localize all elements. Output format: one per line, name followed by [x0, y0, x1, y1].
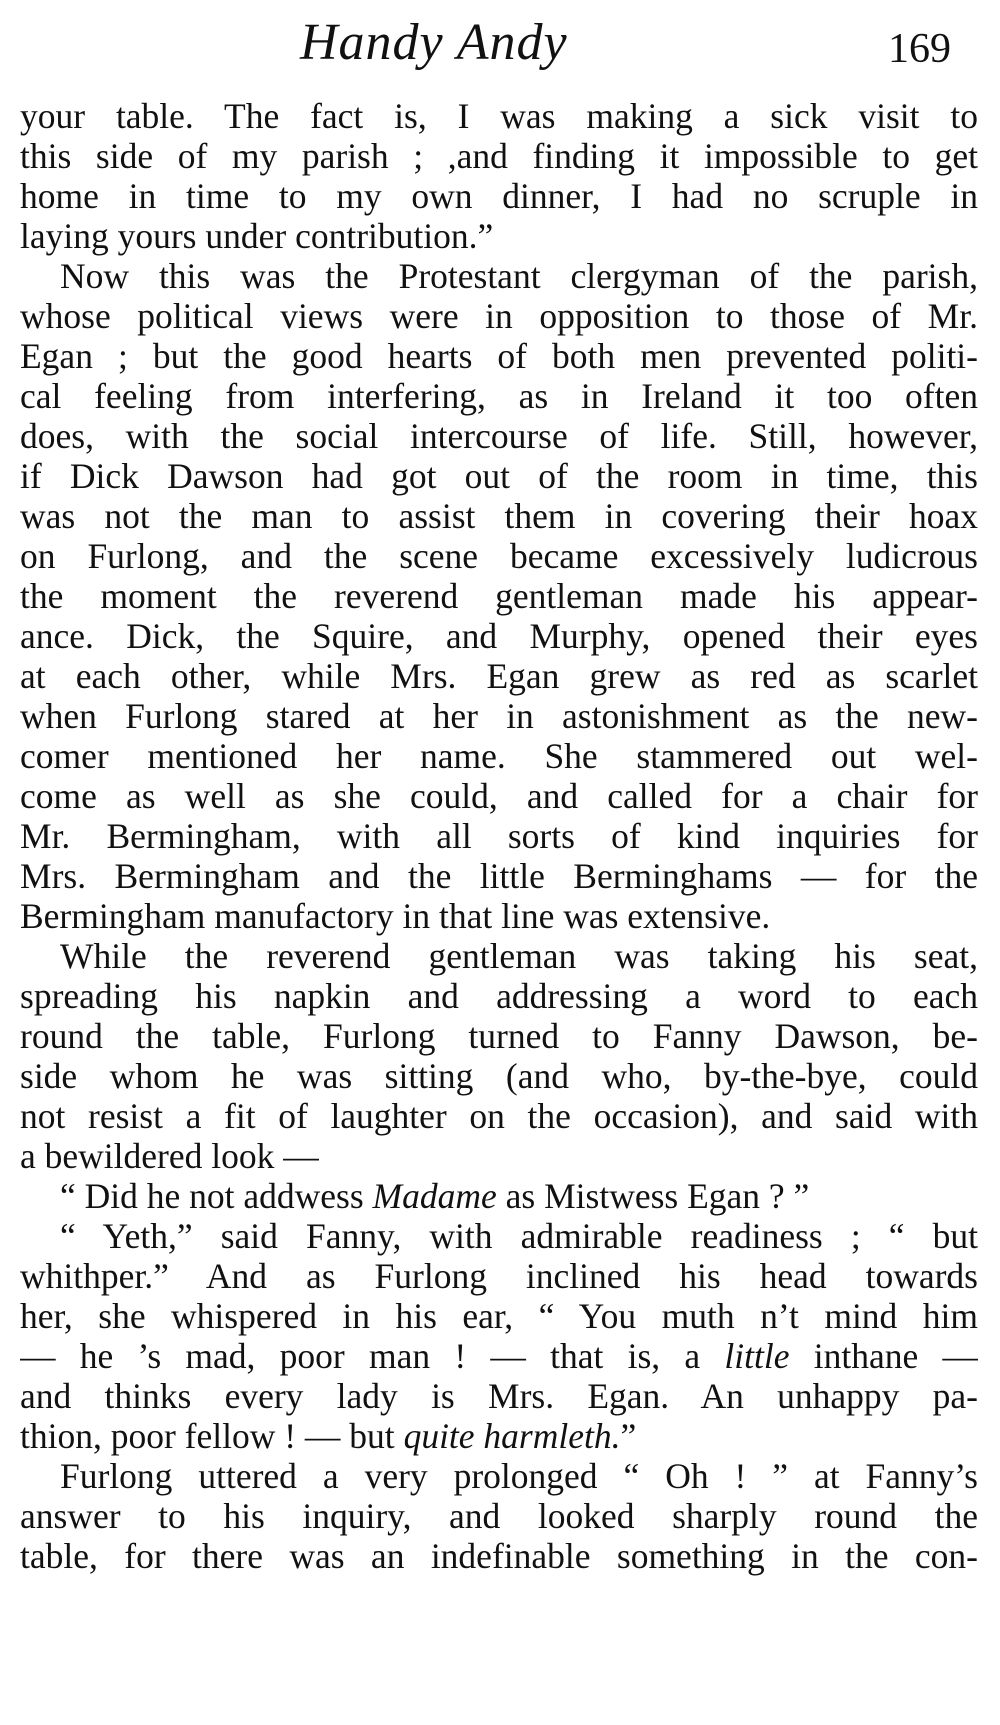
text-line [20, 816, 978, 856]
text-line [20, 776, 978, 816]
text-line [20, 1176, 978, 1216]
text-run: was not the man to assist them in covering their hoax [20, 496, 978, 536]
text-run: Bermingham manufactory in that line was extensive. [20, 896, 771, 936]
text-run: not resist a fit of laughter on the occasion), and said with [20, 1096, 978, 1136]
text-line [20, 1016, 978, 1056]
text-run: your table. The fact is, I was making a sick visit to [20, 96, 978, 136]
text-run: whithper.” And as Furlong inclined his head towards [20, 1256, 978, 1296]
text-line [20, 1056, 978, 1096]
text-run: cal feeling from interfering, as in Ireland it too often [20, 376, 978, 416]
text-line [20, 576, 978, 616]
text-line [20, 536, 978, 576]
text-run: does, with the social intercourse of life. Still, however, [20, 416, 978, 456]
text-run: the moment the reverend gentleman made his appear- [20, 576, 978, 616]
text-line [20, 1096, 978, 1136]
text-line [20, 976, 978, 1016]
text-line [20, 336, 978, 376]
text-run: whose political views were in opposition to those of Mr. [20, 296, 978, 336]
text-run: While the reverend gentleman was taking his seat, [60, 936, 978, 976]
text-line [20, 96, 978, 136]
text-run: Egan ; but the good hearts of both men prevented politi- [20, 336, 978, 376]
page-header [0, 8, 1000, 78]
text-run: spreading his napkin and addressing a word to each [20, 976, 978, 1016]
text-line [20, 376, 978, 416]
text-run: inthane — [789, 1336, 978, 1376]
text-line [20, 1416, 978, 1456]
text-line [20, 296, 978, 336]
text-line [20, 1336, 978, 1376]
text-line [20, 1536, 978, 1576]
text-run: Mrs. Bermingham and the little Berminghams — for the [20, 856, 978, 896]
text-line [20, 616, 978, 656]
text-run: side whom he was sitting (and who, by-the-bye, could [20, 1056, 978, 1096]
text-run: a bewildered look — [20, 1136, 319, 1176]
text-run: Mr. Bermingham, with all sorts of kind inquiries for [20, 816, 978, 856]
text-run: if Dick Dawson had got out of the room in time, this [20, 456, 978, 496]
text-run: comer mentioned her name. She stammered out wel- [20, 736, 978, 776]
text-line [20, 456, 978, 496]
text-run: come as well as she could, and called for a chair for [20, 776, 978, 816]
italic-text: quite harmleth. [403, 1416, 621, 1456]
text-run: as Mistwess Egan ? ” [496, 1176, 810, 1216]
text-run: this side of my parish ; ,and finding it impossible to get [20, 136, 978, 176]
text-run: home in time to my own dinner, I had no scruple in [20, 176, 978, 216]
text-line [20, 856, 978, 896]
text-run: “ Yeth,” said Fanny, with admirable readiness ; “ but [60, 1216, 978, 1256]
italic-text: little [724, 1336, 790, 1376]
text-run: her, she whispered in his ear, “ You muth n’t mind him [20, 1296, 978, 1336]
text-run: at each other, while Mrs. Egan grew as red as scarlet [20, 656, 978, 696]
text-line [20, 176, 978, 216]
text-line [20, 1376, 978, 1416]
text-run: “ Did he not addwess [60, 1176, 373, 1216]
body-text [20, 96, 978, 1576]
text-run: Furlong uttered a very prolonged “ Oh ! ” at Fanny’s [60, 1456, 978, 1496]
text-run: Now this was the Protestant clergyman of the parish, [60, 256, 978, 296]
page-number: 169 [888, 26, 951, 72]
text-run: thion, poor fellow ! — but [20, 1416, 404, 1456]
text-run: laying yours under contribution.” [20, 216, 494, 256]
text-run: round the table, Furlong turned to Fanny Dawson, be- [20, 1016, 978, 1056]
text-line [20, 656, 978, 696]
text-line [20, 216, 978, 256]
text-line [20, 896, 978, 936]
text-run: when Furlong stared at her in astonishment as the new- [20, 696, 978, 736]
text-run: — he ’s mad, poor man ! — that is, a [20, 1336, 725, 1376]
text-run: on Furlong, and the scene became excessively ludicrous [20, 536, 978, 576]
text-line [20, 936, 978, 976]
text-line [20, 1296, 978, 1336]
text-line [20, 256, 978, 296]
italic-text: Madame [372, 1176, 497, 1216]
running-title: Handy Andy [300, 14, 568, 71]
text-line [20, 416, 978, 456]
text-run: answer to his inquiry, and looked sharply round the [20, 1496, 978, 1536]
text-line [20, 1456, 978, 1496]
text-line [20, 1136, 978, 1176]
text-run: and thinks every lady is Mrs. Egan. An unhappy pa- [20, 1376, 978, 1416]
text-line [20, 696, 978, 736]
text-line [20, 736, 978, 776]
text-line [20, 1256, 978, 1296]
text-line [20, 1216, 978, 1256]
text-run: ance. Dick, the Squire, and Murphy, opened their eyes [20, 616, 978, 656]
text-run: table, for there was an indefinable something in the con- [20, 1536, 978, 1576]
text-line [20, 1496, 978, 1536]
text-line [20, 496, 978, 536]
text-line [20, 136, 978, 176]
text-run: ” [620, 1416, 637, 1456]
